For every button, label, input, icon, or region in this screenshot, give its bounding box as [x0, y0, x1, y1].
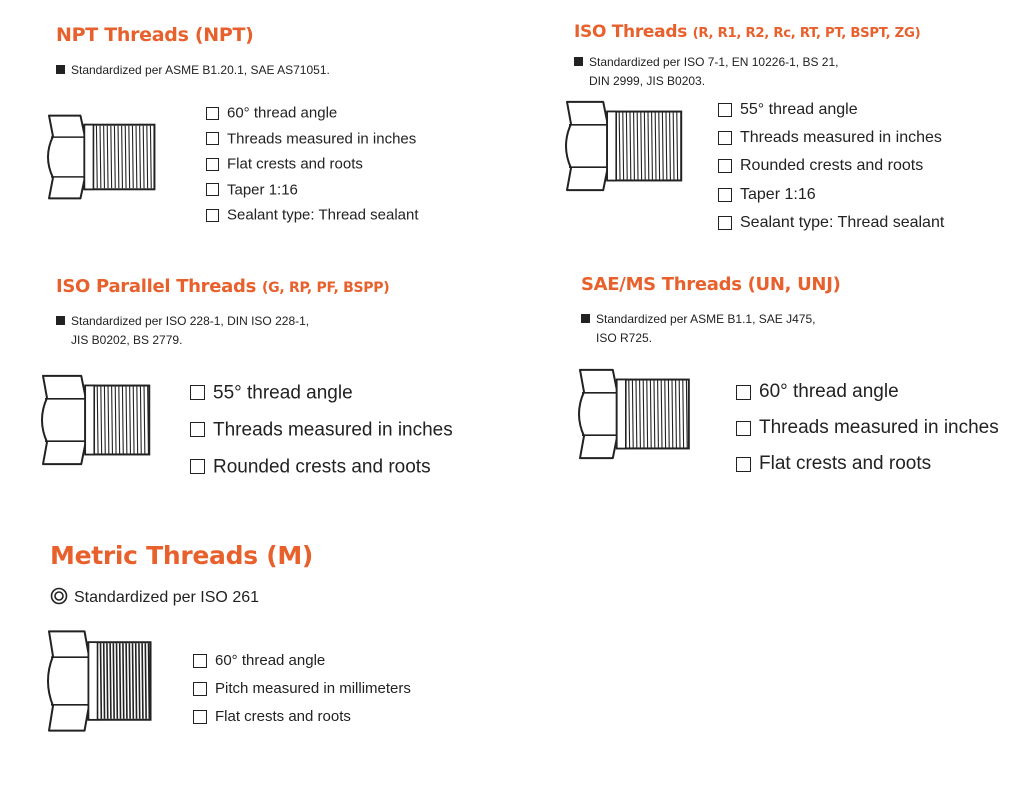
title-main: ISO Threads: [574, 22, 688, 42]
feature-item: [206, 151, 419, 177]
feature-label: Flat crests and roots: [759, 453, 932, 474]
feature-item: [193, 703, 411, 731]
feature-list: [718, 96, 944, 237]
square-bullet-icon: [56, 316, 65, 325]
feature-label: Sealant type: Thread sealant: [227, 206, 419, 224]
feature-label: 60° thread angle: [759, 381, 899, 402]
feature-item: [206, 202, 419, 228]
feature-item: [190, 448, 453, 485]
feature-list: [206, 100, 419, 228]
feature-label: Rounded crests and roots: [213, 456, 431, 478]
feature-item: [718, 181, 944, 209]
feature-label: Flat crests and roots: [227, 155, 363, 173]
feature-label: Taper 1:16: [740, 185, 816, 203]
section-npt: [56, 24, 476, 234]
section-iso-tapered: [574, 22, 1014, 237]
feature-label: Threads measured in inches: [740, 129, 942, 147]
section-title: [50, 541, 313, 570]
pipe-fitting-icon: [42, 627, 170, 735]
checkbox-icon[interactable]: [736, 421, 751, 436]
feature-label: Rounded crests and roots: [740, 157, 924, 175]
feature-list: [736, 374, 999, 482]
feature-label: Sealant type: Thread sealant: [740, 213, 945, 231]
standard-note: [56, 61, 330, 80]
standard-note: [574, 53, 838, 91]
feature-list: [193, 647, 411, 731]
feature-item: [193, 675, 411, 703]
standard-note: [56, 312, 309, 350]
title-sub: (G, RP, PF, BSPP): [262, 280, 390, 296]
title-main: ISO Parallel Threads: [56, 276, 257, 297]
title-main: SAE/MS Threads (UN, UNJ): [581, 274, 841, 295]
checkbox-icon[interactable]: [190, 385, 205, 400]
checkbox-icon[interactable]: [193, 654, 207, 668]
feature-item: [190, 411, 453, 448]
section-title: [581, 274, 841, 295]
checkbox-icon[interactable]: [736, 457, 751, 472]
section-sae-ms: [581, 274, 1011, 474]
section-title: [574, 22, 920, 42]
feature-item: [736, 410, 999, 446]
checkbox-icon[interactable]: [736, 385, 751, 400]
square-bullet-icon: [574, 57, 583, 66]
standard-line: JIS B0202, BS 2779.: [71, 333, 183, 347]
title-main: NPT Threads (NPT): [56, 24, 254, 46]
checkbox-icon[interactable]: [206, 132, 219, 145]
feature-label: 60° thread angle: [227, 104, 338, 122]
checkbox-icon[interactable]: [206, 107, 219, 120]
feature-list: [190, 374, 453, 485]
checkbox-icon[interactable]: [193, 682, 207, 696]
standard-line: ISO R725.: [596, 331, 653, 345]
standard-line: Standardized per ASME B1.1, SAE J475,: [596, 312, 816, 326]
standard-line: Standardized per ISO 7-1, EN 10226-1, BS 21,: [589, 55, 839, 69]
checkbox-icon[interactable]: [718, 159, 732, 173]
standard-line: Standardized per ASME B1.20.1, SAE AS71051.: [71, 63, 330, 77]
checkbox-icon[interactable]: [193, 710, 207, 724]
feature-item: [718, 96, 944, 124]
checkbox-icon[interactable]: [718, 103, 732, 117]
feature-item: [206, 126, 419, 152]
feature-label: 55° thread angle: [740, 101, 858, 118]
feature-item: [736, 446, 999, 482]
pipe-fitting-icon: [560, 98, 690, 194]
feature-item: [206, 100, 419, 126]
section-iso-parallel: [56, 276, 486, 476]
section-title: [56, 24, 254, 46]
checkbox-icon[interactable]: [718, 216, 732, 230]
section-title: [56, 276, 389, 297]
circle-bullet-icon: [50, 587, 68, 605]
feature-item: [718, 209, 944, 237]
feature-item: [193, 647, 411, 675]
standard-line: DIN 2999, JIS B0203.: [589, 74, 706, 88]
checkbox-icon[interactable]: [718, 131, 732, 145]
title-sub: (R, R1, R2, Rc, RT, PT, BSPT, ZG): [692, 26, 921, 41]
feature-label: 55° thread angle: [213, 382, 353, 404]
pipe-fitting-icon: [573, 366, 693, 462]
pipe-fitting-icon: [42, 112, 158, 202]
checkbox-icon[interactable]: [190, 422, 205, 437]
feature-label: Threads measured in inches: [759, 417, 999, 438]
checkbox-icon[interactable]: [718, 188, 732, 202]
standard-line: Standardized per ISO 228-1, DIN ISO 228-1,: [71, 314, 310, 328]
checkbox-icon[interactable]: [206, 158, 219, 171]
feature-label: Pitch measured in millimeters: [215, 680, 411, 698]
feature-label: 60° thread angle: [215, 652, 326, 670]
section-metric: [50, 541, 490, 741]
feature-label: Threads measured in inches: [213, 419, 453, 441]
standard-note: [50, 587, 259, 609]
feature-item: [736, 374, 999, 410]
feature-item: [718, 124, 944, 152]
square-bullet-icon: [56, 65, 65, 74]
pipe-fitting-icon: [36, 372, 172, 468]
feature-item: [190, 374, 453, 411]
checkbox-icon[interactable]: [190, 459, 205, 474]
feature-label: Threads measured in inches: [227, 129, 417, 147]
feature-item: [206, 177, 419, 203]
feature-label: Taper 1:16: [227, 180, 298, 198]
square-bullet-icon: [581, 314, 590, 323]
standard-note: [581, 310, 815, 348]
checkbox-icon[interactable]: [206, 183, 219, 196]
feature-label: Flat crests and roots: [215, 708, 351, 726]
checkbox-icon[interactable]: [206, 209, 219, 222]
feature-item: [718, 152, 944, 180]
standard-line: Standardized per ISO 261: [74, 589, 260, 606]
title-main: Metric Threads (M): [50, 541, 314, 570]
